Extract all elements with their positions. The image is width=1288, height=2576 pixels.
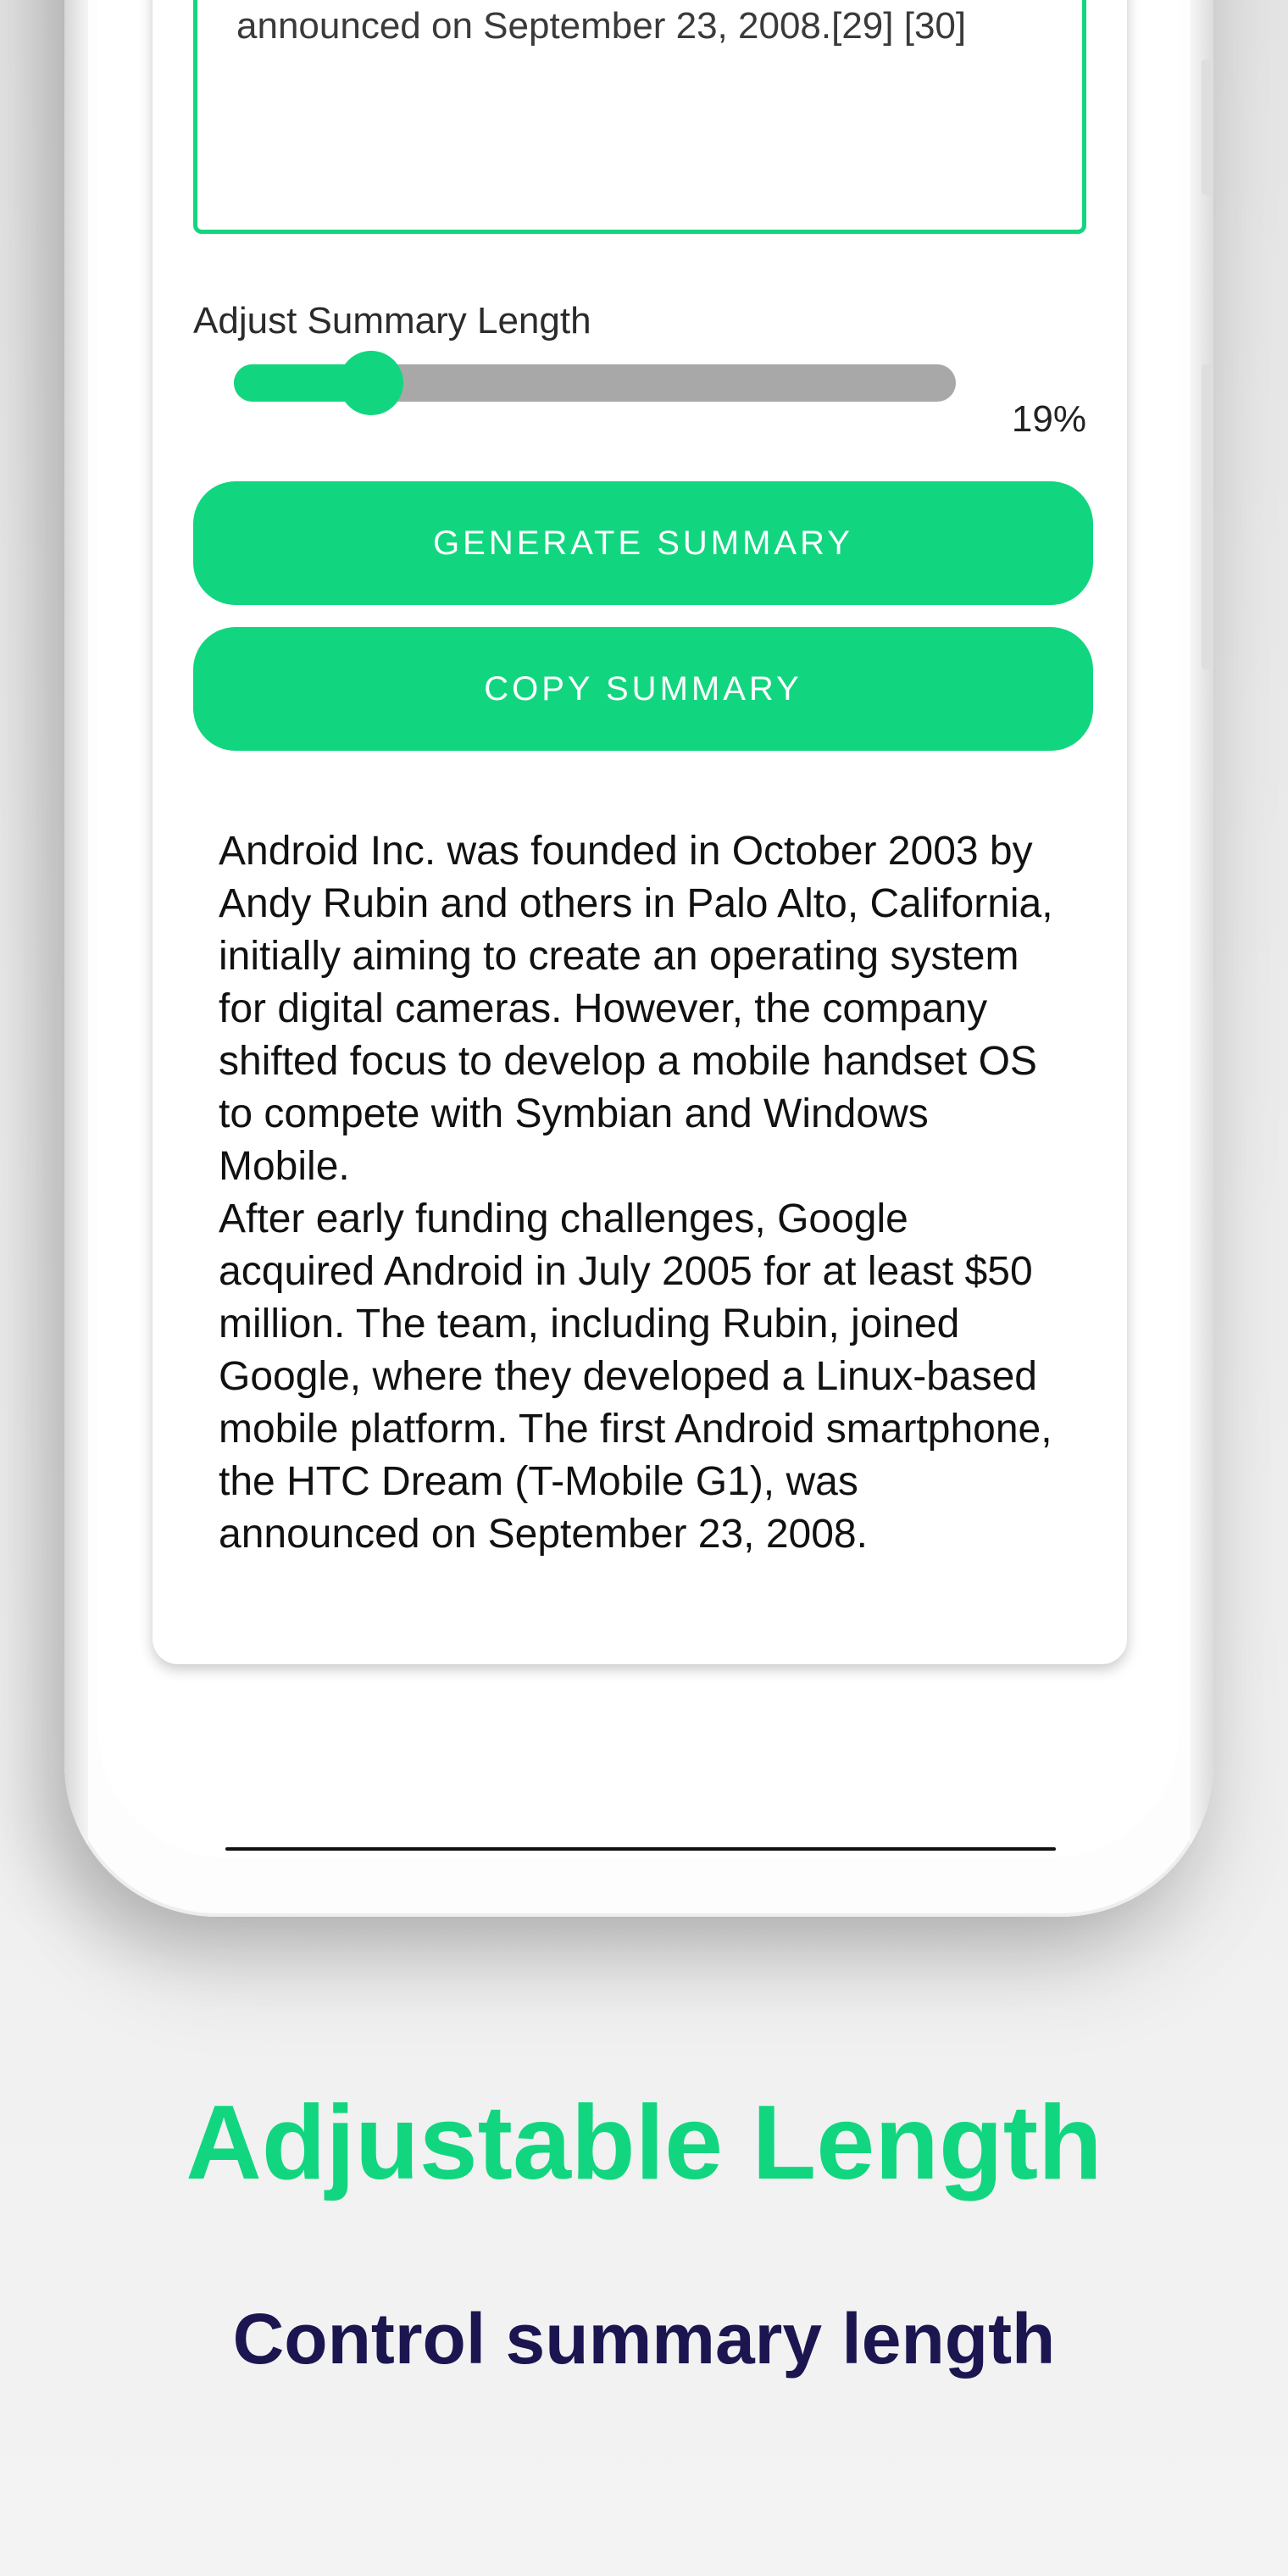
phone-screen bbox=[98, 0, 1180, 1857]
summary-length-label: Adjust Summary Length bbox=[193, 300, 591, 341]
summary-output-text: Android Inc. was founded in October 2003 by Andy Rubin and others in Palo Alto, California, initially aiming to create an operating system for digital cameras. However, the company shifted focus to develop a mobile handset OS to compete with Symbian and Windows Mobile. After early funding challenges, Google acquired Android in July 2005 for at least $50 million. The team, including Rubin, joined Google, where they developed a Linux-based mobile platform. The first Android smartphone, the HTC Dream (T-Mobile G1), was announced on September 23, 2008. bbox=[219, 829, 1053, 1557]
phone-side-button bbox=[1202, 59, 1213, 195]
generate-summary-button[interactable]: GENERATE SUMMARY bbox=[193, 481, 1093, 605]
summary-card bbox=[153, 0, 1127, 1664]
phone-mockup bbox=[64, 0, 1213, 1917]
phone-edge-right bbox=[1190, 0, 1213, 1917]
source-text-value: announced on September 23, 2008.[29] [30] bbox=[236, 5, 967, 47]
summary-length-value: 19% bbox=[1011, 398, 1086, 440]
source-text-input[interactable] bbox=[193, 0, 1086, 234]
promo-headline: Adjustable Length bbox=[186, 2085, 1102, 2201]
summary-length-slider[interactable] bbox=[234, 364, 956, 402]
promo-subheadline: Control summary length bbox=[232, 2299, 1056, 2379]
home-indicator bbox=[225, 1847, 1056, 1851]
phone-edge-left bbox=[64, 0, 88, 1917]
copy-summary-button[interactable]: COPY SUMMARY bbox=[193, 627, 1093, 751]
phone-side-button bbox=[1202, 364, 1213, 669]
slider-thumb[interactable] bbox=[339, 351, 403, 415]
